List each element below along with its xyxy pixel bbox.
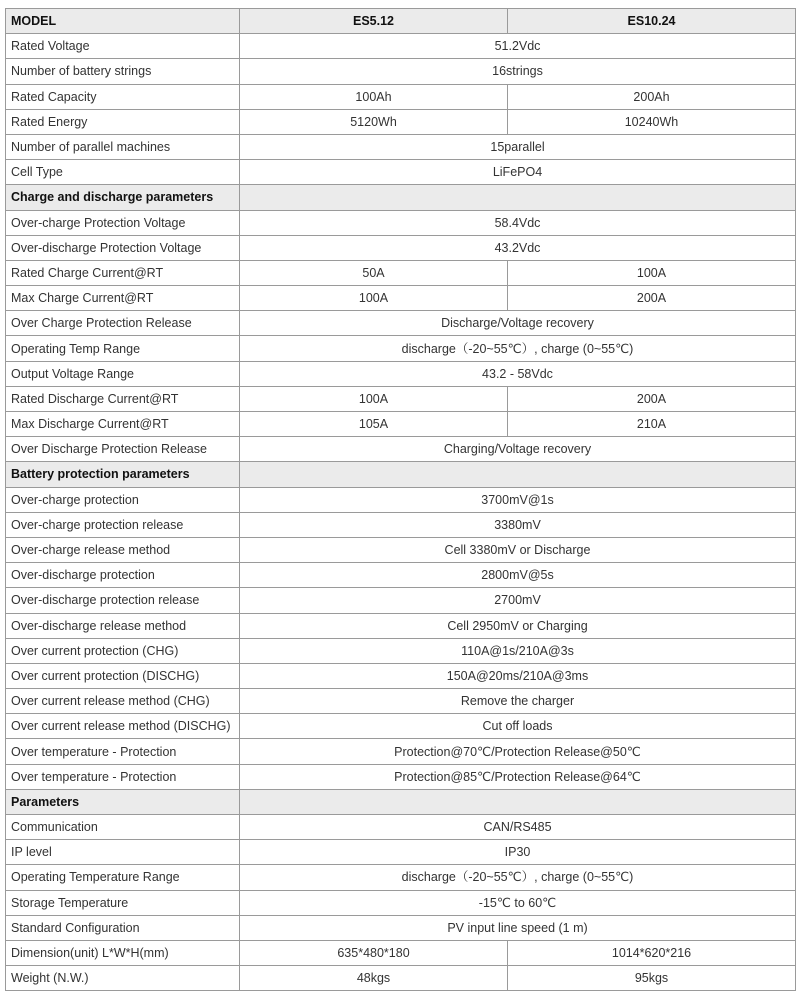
spec-row — [6, 739, 796, 764]
spec-row — [6, 764, 796, 789]
spec-value: discharge（-20~55℃）, charge (0~55℃) — [240, 865, 796, 890]
section-header-filler — [240, 185, 796, 210]
spec-value: discharge（-20~55℃）, charge (0~55℃) — [240, 336, 796, 361]
spec-label: Over-discharge release method — [6, 613, 240, 638]
spec-value: 43.2Vdc — [240, 235, 796, 260]
spec-label: Over current release method (DISCHG) — [6, 714, 240, 739]
spec-row — [6, 890, 796, 915]
spec-row — [6, 235, 796, 260]
spec-label: Over Discharge Protection Release — [6, 437, 240, 462]
spec-row — [6, 134, 796, 159]
spec-label: Max Charge Current@RT — [6, 286, 240, 311]
spec-table-body — [6, 9, 796, 991]
spec-row — [6, 537, 796, 562]
spec-value-es5-12: 105A — [240, 412, 508, 437]
spec-label: Storage Temperature — [6, 890, 240, 915]
spec-row — [6, 210, 796, 235]
spec-value: 43.2 - 58Vdc — [240, 361, 796, 386]
spec-value-es5-12: 48kgs — [240, 966, 508, 991]
spec-value: 150A@20ms/210A@3ms — [240, 663, 796, 688]
section-header-filler — [240, 462, 796, 487]
spec-value: Charging/Voltage recovery — [240, 437, 796, 462]
spec-label: Over Charge Protection Release — [6, 311, 240, 336]
spec-row — [6, 815, 796, 840]
spec-label: IP level — [6, 840, 240, 865]
header-row — [6, 9, 796, 34]
spec-row — [6, 386, 796, 411]
spec-value: 2700mV — [240, 588, 796, 613]
spec-row — [6, 286, 796, 311]
spec-row — [6, 487, 796, 512]
spec-value: 51.2Vdc — [240, 34, 796, 59]
section-title: Charge and discharge parameters — [6, 185, 240, 210]
spec-label: Over temperature - Protection — [6, 764, 240, 789]
spec-row — [6, 638, 796, 663]
spec-label: Over current release method (CHG) — [6, 689, 240, 714]
header-model-es5-12: ES5.12 — [240, 9, 508, 34]
spec-label: Rated Capacity — [6, 84, 240, 109]
spec-label: Over current protection (CHG) — [6, 638, 240, 663]
spec-value: -15℃ to 60℃ — [240, 890, 796, 915]
section-header-row — [6, 789, 796, 814]
spec-value: 15parallel — [240, 134, 796, 159]
spec-label: Number of parallel machines — [6, 134, 240, 159]
spec-row — [6, 588, 796, 613]
spec-row — [6, 714, 796, 739]
spec-value: LiFePO4 — [240, 160, 796, 185]
spec-value-es10-24: 200Ah — [508, 84, 796, 109]
spec-row — [6, 865, 796, 890]
spec-row — [6, 663, 796, 688]
spec-value: PV input line speed (1 m) — [240, 915, 796, 940]
spec-label: Over-discharge Protection Voltage — [6, 235, 240, 260]
section-header-row — [6, 462, 796, 487]
spec-row — [6, 840, 796, 865]
spec-value: 58.4Vdc — [240, 210, 796, 235]
spec-value: Protection@85℃/Protection Release@64℃ — [240, 764, 796, 789]
spec-value: 110A@1s/210A@3s — [240, 638, 796, 663]
spec-row — [6, 613, 796, 638]
spec-row — [6, 160, 796, 185]
spec-label: Dimension(unit) L*W*H(mm) — [6, 940, 240, 965]
spec-value: 3380mV — [240, 512, 796, 537]
spec-value: IP30 — [240, 840, 796, 865]
spec-row — [6, 689, 796, 714]
spec-value: CAN/RS485 — [240, 815, 796, 840]
spec-label: Communication — [6, 815, 240, 840]
spec-row — [6, 412, 796, 437]
spec-value: 2800mV@5s — [240, 563, 796, 588]
spec-label: Output Voltage Range — [6, 361, 240, 386]
spec-value: Remove the charger — [240, 689, 796, 714]
spec-value-es10-24: 1014*620*216 — [508, 940, 796, 965]
spec-label: Over-charge Protection Voltage — [6, 210, 240, 235]
spec-label: Over-discharge protection release — [6, 588, 240, 613]
spec-value: 16strings — [240, 59, 796, 84]
spec-value-es10-24: 210A — [508, 412, 796, 437]
spec-row — [6, 84, 796, 109]
spec-label: Over temperature - Protection — [6, 739, 240, 764]
section-title: Parameters — [6, 789, 240, 814]
spec-row — [6, 361, 796, 386]
spec-row — [6, 59, 796, 84]
spec-label: Operating Temperature Range — [6, 865, 240, 890]
spec-label: Rated Voltage — [6, 34, 240, 59]
spec-row — [6, 336, 796, 361]
spec-label: Over-charge release method — [6, 537, 240, 562]
spec-value-es5-12: 50A — [240, 260, 508, 285]
spec-value: Discharge/Voltage recovery — [240, 311, 796, 336]
spec-value: Protection@70℃/Protection Release@50℃ — [240, 739, 796, 764]
header-model-es10-24: ES10.24 — [508, 9, 796, 34]
spec-value: Cell 3380mV or Discharge — [240, 537, 796, 562]
spec-label: Weight (N.W.) — [6, 966, 240, 991]
spec-row — [6, 512, 796, 537]
spec-row — [6, 966, 796, 991]
spec-value-es10-24: 100A — [508, 260, 796, 285]
spec-value-es10-24: 10240Wh — [508, 109, 796, 134]
spec-label: Rated Discharge Current@RT — [6, 386, 240, 411]
spec-label: Max Discharge Current@RT — [6, 412, 240, 437]
spec-value-es10-24: 200A — [508, 286, 796, 311]
spec-value-es5-12: 635*480*180 — [240, 940, 508, 965]
spec-label: Over-charge protection release — [6, 512, 240, 537]
spec-label: Over-discharge protection — [6, 563, 240, 588]
spec-row — [6, 563, 796, 588]
spec-label: Rated Energy — [6, 109, 240, 134]
spec-value-es5-12: 100A — [240, 286, 508, 311]
spec-row — [6, 109, 796, 134]
spec-label: Rated Charge Current@RT — [6, 260, 240, 285]
spec-value-es5-12: 100Ah — [240, 84, 508, 109]
spec-row — [6, 260, 796, 285]
section-header-row — [6, 185, 796, 210]
spec-row — [6, 940, 796, 965]
spec-value: Cut off loads — [240, 714, 796, 739]
spec-label: Operating Temp Range — [6, 336, 240, 361]
spec-value-es10-24: 95kgs — [508, 966, 796, 991]
spec-value-es5-12: 100A — [240, 386, 508, 411]
spec-label: Over current protection (DISCHG) — [6, 663, 240, 688]
header-model-label: MODEL — [6, 9, 240, 34]
spec-row — [6, 34, 796, 59]
spec-value-es10-24: 200A — [508, 386, 796, 411]
spec-label: Cell Type — [6, 160, 240, 185]
section-header-filler — [240, 789, 796, 814]
spec-label: Number of battery strings — [6, 59, 240, 84]
spec-value-es5-12: 5120Wh — [240, 109, 508, 134]
spec-table — [5, 8, 796, 991]
spec-row — [6, 311, 796, 336]
spec-label: Standard Configuration — [6, 915, 240, 940]
section-title: Battery protection parameters — [6, 462, 240, 487]
spec-row — [6, 915, 796, 940]
spec-value: 3700mV@1s — [240, 487, 796, 512]
spec-label: Over-charge protection — [6, 487, 240, 512]
spec-row — [6, 437, 796, 462]
spec-value: Cell 2950mV or Charging — [240, 613, 796, 638]
